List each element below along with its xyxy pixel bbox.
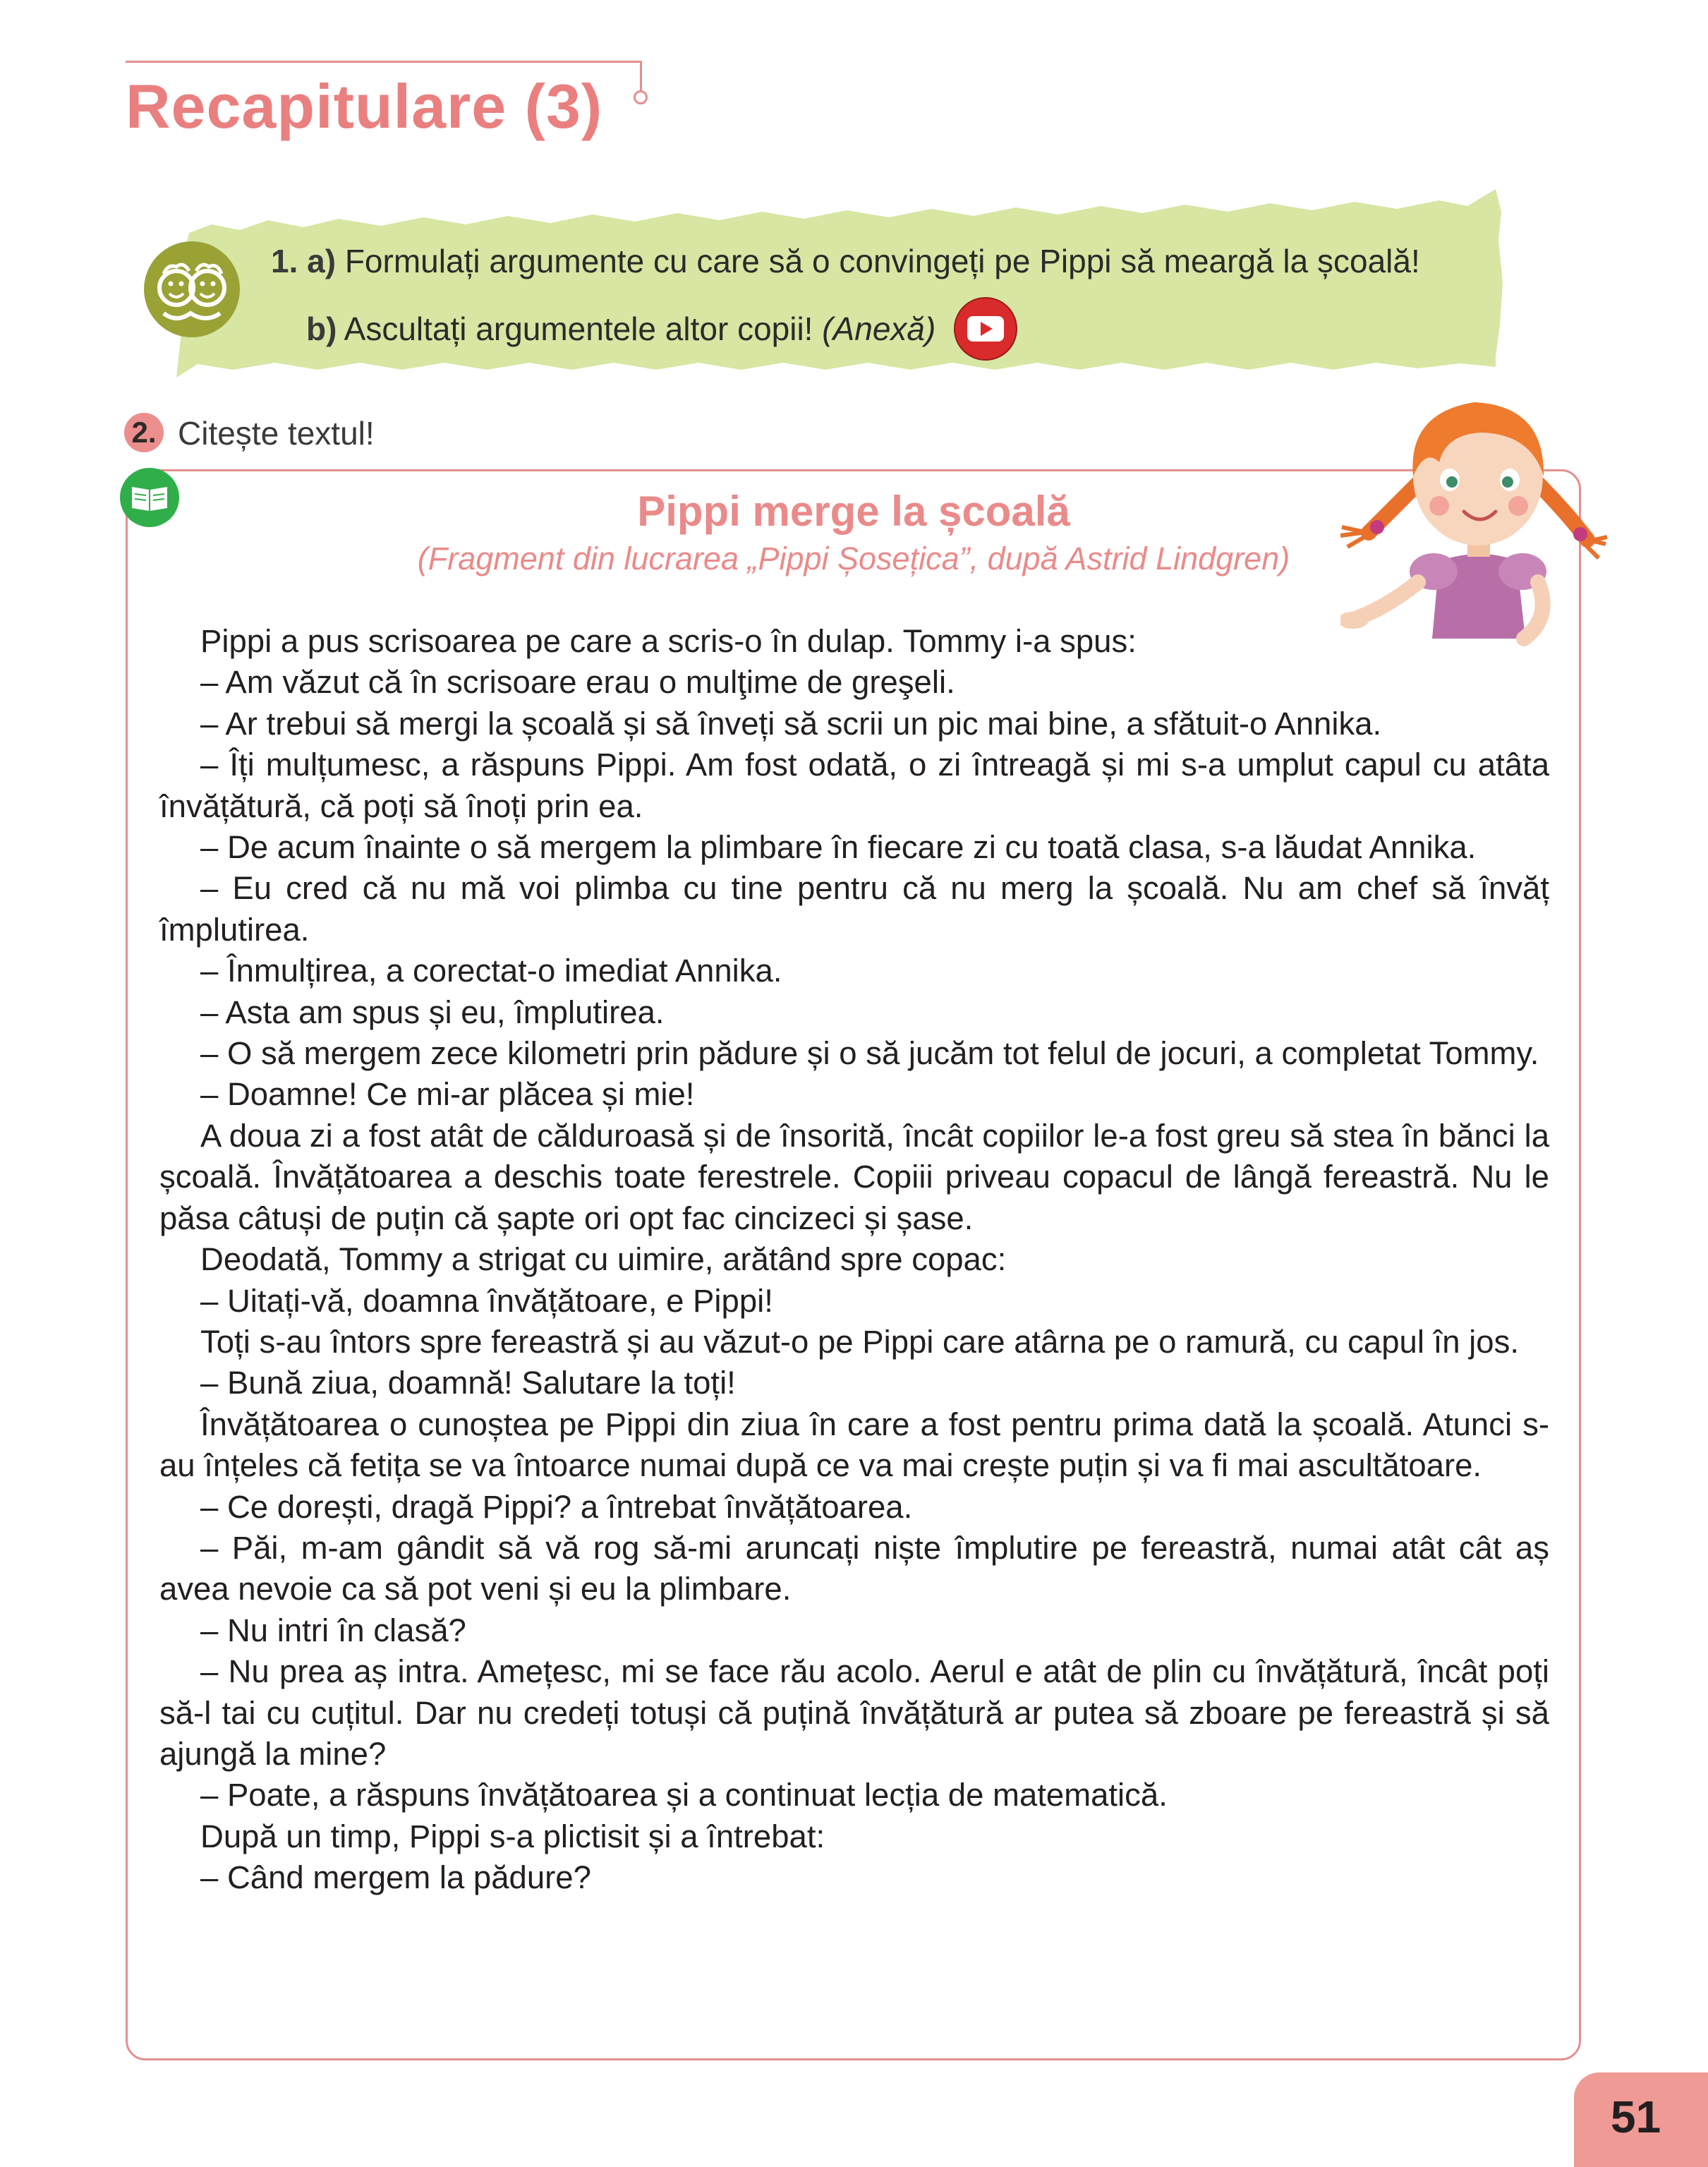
story-paragraph: – Nu prea aș intra. Amețesc, mi se face rău acolo. Aerul e atât de plin cu învățătură, încât poți să-l tai cu cuțitul. Dar nu credeți totuși că puțină învățătură ar putea să zboare pe fereastră și să ajungă la mine? <box>159 1653 1549 1772</box>
exercise-1b-label: b) <box>306 310 337 348</box>
story-paragraph: – Păi, m-am gândit să vă rog să-mi aruncați niște împlutire pe fereastră, numai atât cât aș avea nevoie ca să pot veni și eu la plimbare. <box>159 1529 1549 1607</box>
story-paragraph: Pippi a pus scrisoarea pe care a scris-o în dulap. Tommy i-a spus: <box>200 623 1137 659</box>
story-paragraph: – Ce dorești, dragă Pippi? a întrebat învățătoarea. <box>200 1488 913 1525</box>
story-paragraph: – Asta am spus și eu, împlutirea. <box>200 994 665 1030</box>
story-paragraph: – Am văzut că în scrisoare erau o mulţime de greşeli. <box>200 664 955 701</box>
page-number-tab <box>1574 2072 1708 2167</box>
story-paragraph: – Bună ziua, doamnă! Salutare la toți! <box>200 1365 736 1401</box>
story-paragraph: – O să mergem zece kilometri prin pădure și o să jucăm tot felul de jocuri, a completat Tommy. <box>200 1035 1539 1072</box>
exercise-1b <box>271 299 1420 357</box>
exercise-2-number: 2. <box>124 413 164 452</box>
story-paragraph: – Când mergem la pădure? <box>200 1859 591 1896</box>
story-paragraph: – Uitați-vă, doamna învățătoare, e Pippi! <box>200 1282 773 1319</box>
story-paragraph: – Îți mulțumesc, a răspuns Pippi. Am fost odată, o zi întreagă și mi s-a umplut capul cu atâta învățătură, că poți să înoți prin ea. <box>159 747 1549 824</box>
story-paragraph: Învățătoarea o cunoștea pe Pippi din ziua în care a fost pentru prima dată la școală. Atunci s-au înțeles că fetița se va întoarce numai după ce va mai crește puțin și va fi mai ascultătoare. <box>159 1406 1549 1484</box>
story-text <box>159 621 1549 1899</box>
play-icon[interactable] <box>953 296 1018 361</box>
story-paragraph: Deodată, Tommy a strigat cu uimire, arătând spre copac: <box>200 1241 1007 1278</box>
exercise-1 <box>271 241 1420 357</box>
exercise-1b-text: Ascultați argumentele altor copii! <box>344 310 813 348</box>
page-number: 51 <box>1611 2091 1661 2142</box>
story-paragraph: După un timp, Pippi s-a plictisit și a întrebat: <box>200 1818 825 1854</box>
exercise-1a-text: Formulați argumente cu care să o convingeți pe Pippi să meargă la școală! <box>344 243 1420 279</box>
story-subtitle: (Fragment din lucrarea „Pippi Șosețica”, după Astrid Lindgren) <box>417 541 1290 577</box>
story-paragraph: – Nu intri în clasă? <box>200 1612 466 1648</box>
story-paragraph: – De acum înainte o să mergem la plimbare în fiecare zi cu toată clasa, s-a lăudat Annika. <box>200 829 1477 866</box>
exercise-1a-label: 1. a) <box>271 243 337 279</box>
story-paragraph: – Înmulțirea, a corectat-o imediat Annika. <box>200 953 782 989</box>
story-title: Pippi merge la școală <box>637 488 1070 535</box>
story-paragraph: – Ar trebui să mergi la școală și să înveți să scrii un pic mai bine, a sfătuit-o Annika. <box>200 705 1382 742</box>
story-paragraph: – Poate, a răspuns învățătoarea și a continuat lecția de matematică. <box>200 1777 1168 1813</box>
story-paragraph: Toți s-au întors spre fereastră și au văzut-o pe Pippi care atârna pe o ramură, cu capul în jos. <box>200 1323 1519 1360</box>
exercise-1a <box>271 241 1420 299</box>
exercise-2-instruction: Citește textul! <box>178 415 375 452</box>
story-paragraph: – Doamne! Ce mi-ar plăcea și mie! <box>200 1076 695 1113</box>
exercise-1b-note: (Anexă) <box>822 310 936 348</box>
story-paragraph: – Eu cred că nu mă voi plimba cu tine pentru că nu merg la școală. Nu am chef să învăț împlutirea. <box>159 870 1549 948</box>
page-title: Recapitulare (3) <box>126 71 603 141</box>
story-paragraph: A doua zi a fost atât de călduroasă și de însorită, încât copiilor le-a fost greu să stea în bănci la școală. Învățătoarea a deschis toate ferestrele. Copiii priveau copacul de lângă fereastră. Nu le păsa câtuși de puțin că șapte ori opt fac cincizeci și șase. <box>159 1117 1549 1236</box>
kids-pair-icon <box>143 240 241 339</box>
